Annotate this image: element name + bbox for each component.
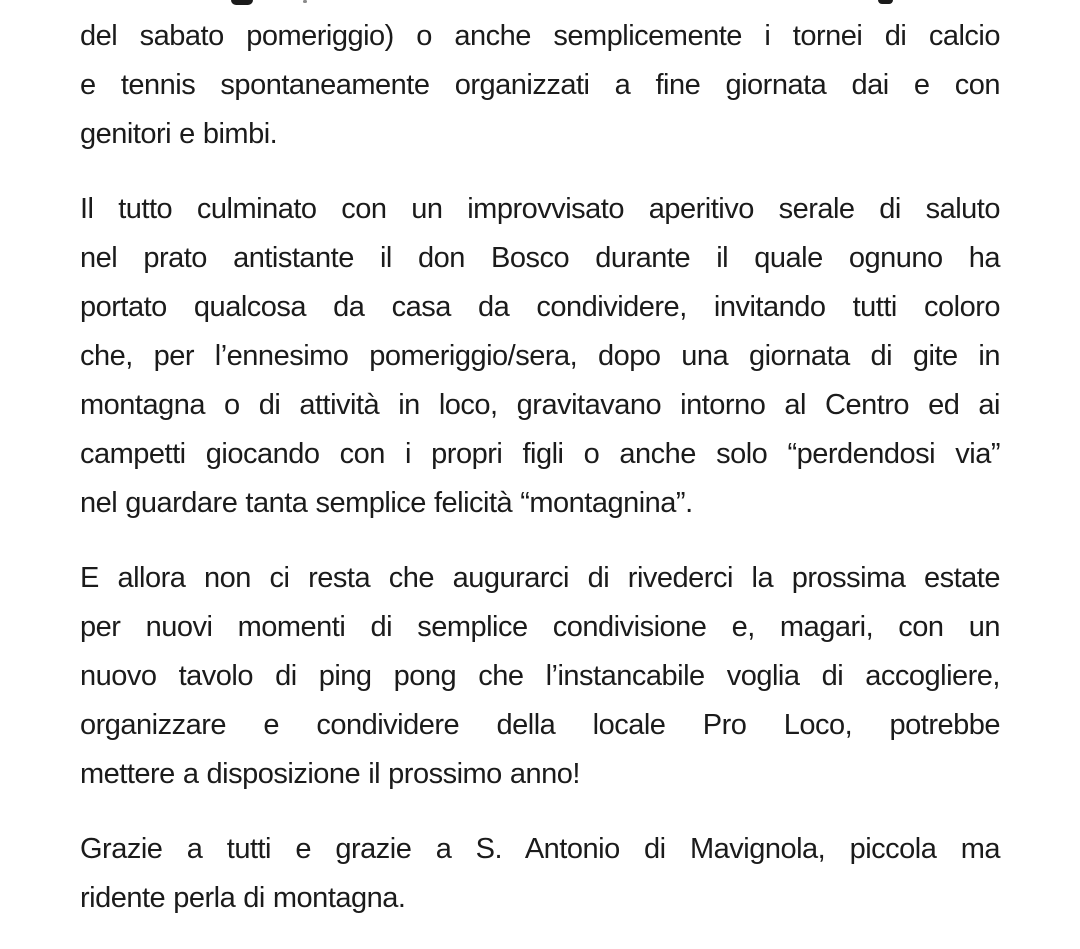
paragraph (80, 12, 1000, 159)
text-line: E allora non ci resta che augurarci di rivederci la prossima estate (80, 562, 1000, 594)
text-line: che, per l’ennesimo pomeriggio/sera, dopo una giornata di gite in (80, 340, 1000, 372)
paragraph (80, 185, 1000, 528)
text-line: genitori e bimbi. (80, 118, 278, 150)
article-body (80, 0, 1000, 949)
text-line: organizzare e condividere della locale Pro Loco, potrebbe (80, 709, 1000, 741)
text-line: ridente perla di montagna. (80, 882, 406, 914)
text-line: e tennis spontaneamente organizzati a fine giornata dai e con (80, 69, 1000, 101)
text-line: del sabato pomeriggio) o anche semplicemente i tornei di calcio (80, 20, 1000, 52)
text-line: nuovo tavolo di ping pong che l’instancabile voglia di accogliere, (80, 660, 1000, 692)
text-line: mettere a disposizione il prossimo anno! (80, 758, 580, 790)
text-line: montagna o di attività in loco, gravitavano intorno al Centro ed ai (80, 389, 1000, 421)
text-line: nel guardare tanta semplice felicità “montagnina”. (80, 487, 693, 519)
text-line: Il tutto culminato con un improvvisato aperitivo serale di saluto (80, 193, 1000, 225)
text-line: per nuovi momenti di semplice condivisione e, magari, con un (80, 611, 1000, 643)
text-line: campetti giocando con i propri figli o anche solo “perdendosi via” (80, 438, 1000, 470)
text-line: portato qualcosa da casa da condividere, invitando tutti coloro (80, 291, 1000, 323)
paragraph (80, 554, 1000, 799)
text-line: Grazie a tutti e grazie a S. Antonio di Mavignola, piccola ma (80, 833, 1000, 865)
paragraph (80, 825, 1000, 923)
text-line: nel prato antistante il don Bosco durante il quale ognuno ha (80, 242, 1000, 274)
